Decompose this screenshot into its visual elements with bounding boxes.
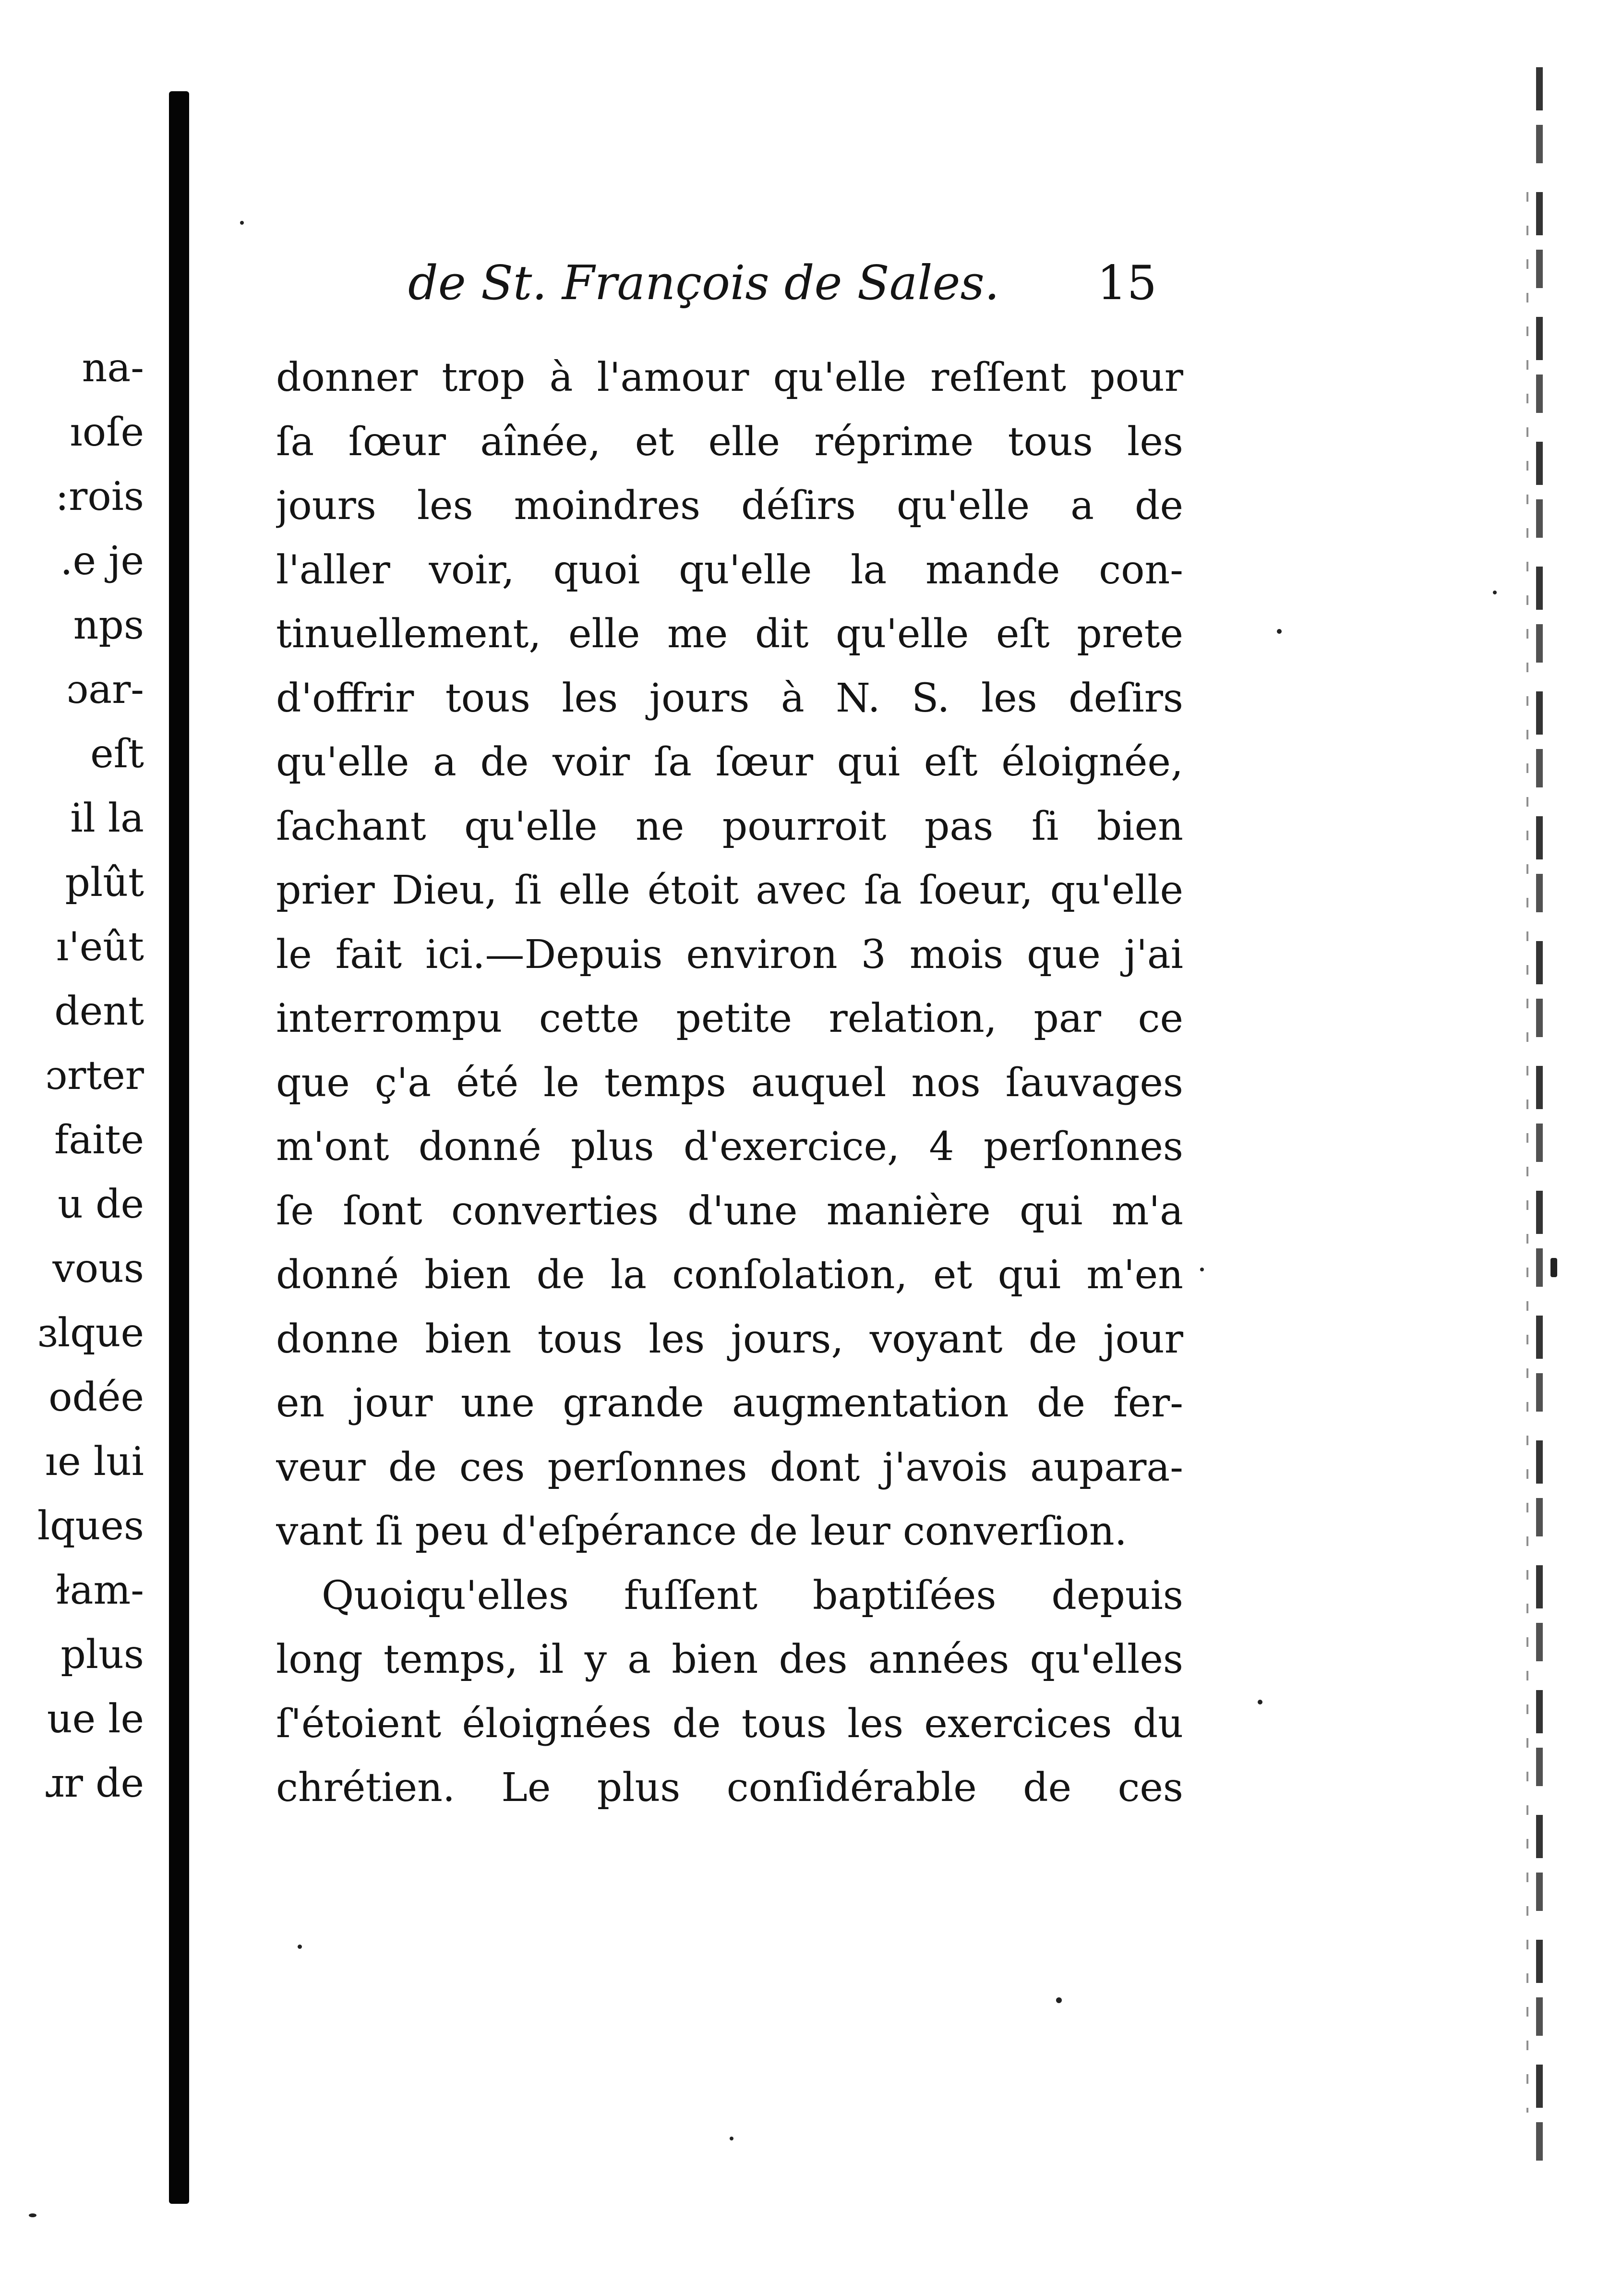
fragment-line: ıe lui (45, 1439, 144, 1485)
text-line: chrétien. Le plus conſidérable de ces (276, 1765, 1183, 1811)
fragment-line: ɜlque (37, 1310, 144, 1356)
text-line: m'ont donné plus d'exercice, 4 perſonnes (276, 1124, 1183, 1170)
scan-speck (1258, 1700, 1262, 1704)
scan-speck (1493, 591, 1497, 594)
text-line: l'aller voir, quoi qu'elle la mande con- (276, 547, 1183, 593)
fragment-line: na- (82, 345, 144, 391)
page-edge-right (1536, 67, 1543, 2189)
scan-speck (298, 1945, 302, 1949)
text-line: ſa ſœur aînée, et elle réprime tous les (276, 419, 1183, 465)
fragment-line: u de (58, 1182, 144, 1227)
scan-speck (1200, 1268, 1204, 1271)
text-line: qu'elle a de voir ſa ſœur qui eſt éloignée, (276, 739, 1183, 785)
text-line: long temps, il y a bien des années qu'elles (276, 1637, 1183, 1682)
page-edge-right-inner (1526, 192, 1528, 2113)
fragment-line: ɫam- (55, 1568, 144, 1613)
binding-shadow (169, 91, 189, 2204)
text-line: donné bien de la conſolation, et qui m'en (276, 1252, 1183, 1298)
fragment-line: il la (70, 796, 144, 841)
fragment-line: plût (65, 860, 144, 906)
text-line: jours les moindres déſirs qu'elle a de (276, 483, 1183, 529)
running-title: de St. François de Sales. (408, 256, 999, 311)
text-line: veur de ces perſonnes dont j'avois aupara- (276, 1444, 1183, 1490)
text-line: donne bien tous les jours, voyant de jour (276, 1316, 1183, 1362)
fragment-line: ɔrter (45, 1053, 144, 1099)
text-line: en jour une grande augmentation de fer- (276, 1380, 1183, 1426)
fragment-line: ɹr de (44, 1761, 144, 1806)
fragment-line: .e je (60, 538, 144, 584)
fragment-line: ıoſe (70, 410, 144, 455)
fragment-line: ɔar- (66, 667, 144, 713)
text-line: d'offrir tous les jours à N. S. les deſirs (276, 675, 1183, 721)
text-line: que ç'a été le temps auquel nos ſauvages (276, 1060, 1183, 1106)
scan-speck (1056, 1997, 1062, 2003)
page-number: 15 (1097, 256, 1157, 311)
text-line: prier Dieu, ſi elle étoit avec ſa ſoeur, qu'elle (276, 868, 1183, 913)
scan-speck (730, 2137, 733, 2140)
text-line: ſ'étoient éloignées de tous les exercices du (276, 1701, 1183, 1747)
fragment-line: eſt (90, 731, 144, 777)
text-line-paragraph-start: Quoiqu'elles fuſſent baptiſées depuis (322, 1572, 1183, 1619)
text-line: interrompu cette petite relation, par ce (276, 996, 1183, 1041)
scan-speck (1277, 629, 1282, 634)
scan-speck (240, 221, 244, 225)
fragment-line: ue le (47, 1696, 144, 1742)
fragment-line: plus (60, 1632, 144, 1678)
fragment-line: nps (73, 603, 144, 648)
text-line: ſachant qu'elle ne pourroit pas ſi bien (276, 803, 1183, 849)
fragment-line: lques (37, 1503, 144, 1549)
fragment-line: vous (52, 1246, 144, 1292)
fragment-line: faite (54, 1117, 144, 1163)
text-line: donner trop à l'amour qu'elle reſſent pour (276, 355, 1183, 400)
left-page-fragments (19, 336, 144, 1816)
fragment-line: dent (54, 989, 144, 1034)
fragment-line: ı'eût (56, 924, 144, 970)
fragment-line: :rois (55, 474, 144, 520)
text-line: ſe ſont converties d'une manière qui m'a (276, 1188, 1183, 1234)
running-head (408, 250, 1157, 317)
fragment-line: odée (48, 1375, 144, 1420)
body-text (276, 346, 1183, 1820)
scan-speck (29, 2213, 36, 2217)
text-line: le fait ici.—Depuis environ 3 mois que j'ai (276, 931, 1183, 978)
text-line: vant ſi peu d'eſpérance de leur converſion. (276, 1509, 1127, 1554)
text-line: tinuellement, elle me dit qu'elle eſt prete (276, 611, 1183, 657)
scan-speck (1550, 1258, 1557, 1277)
